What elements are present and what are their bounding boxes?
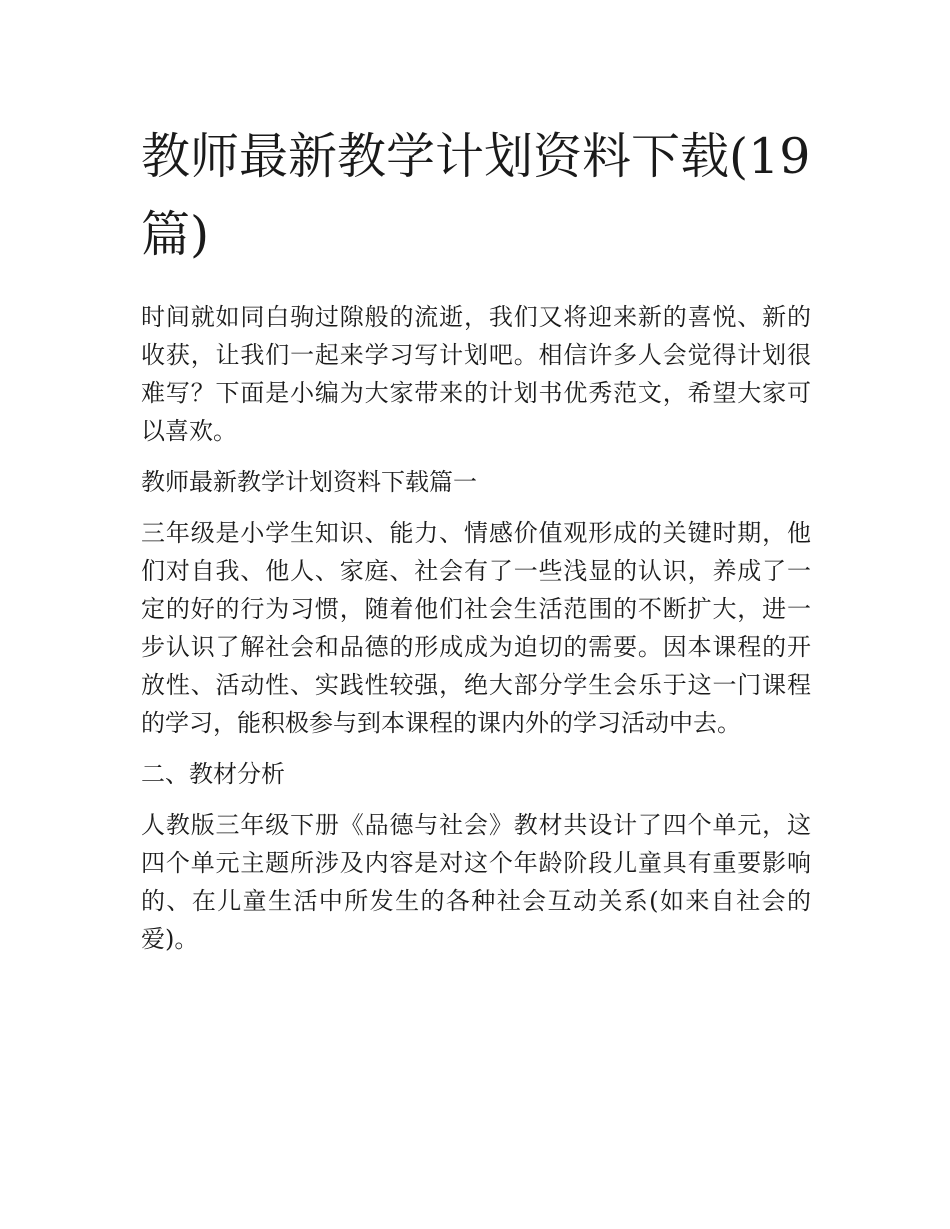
section-heading-textbook-analysis: 二、教材分析	[141, 760, 285, 788]
section-heading-part-one: 教师最新教学计划资料下载篇一	[141, 468, 477, 496]
student-analysis-paragraph: 三年级是小学生知识、能力、情感价值观形成的关键时期，他们对自我、他人、家庭、社会有了一些浅显的认识，养成了一定的好的行为习惯，随着他们社会生活范围的不断扩大，进一步认识了解社会和品德的形成成为迫切的需要。因本课程的开放性、活动性、实践性较强，绝大部分学生会乐于这一门课程的学习，能积极参与到本课程的课内外的学习活动中去。	[141, 519, 811, 737]
intro-paragraph: 时间就如同白驹过隙般的流逝，我们又将迎来新的喜悦、新的收获，让我们一起来学习写计划吧。相信许多人会觉得计划很难写？下面是小编为大家带来的计划书优秀范文，希望大家可以喜欢。	[141, 303, 811, 445]
textbook-analysis-paragraph: 人教版三年级下册《品德与社会》教材共设计了四个单元，这四个单元主题所涉及内容是对这个年龄阶段儿童具有重要影响的、在儿童生活中所发生的各种社会互动关系(如来自社会的爱)。	[141, 811, 811, 953]
document-title: 教师最新教学计划资料下载(19篇)	[141, 128, 811, 263]
document-page	[141, 118, 811, 971]
